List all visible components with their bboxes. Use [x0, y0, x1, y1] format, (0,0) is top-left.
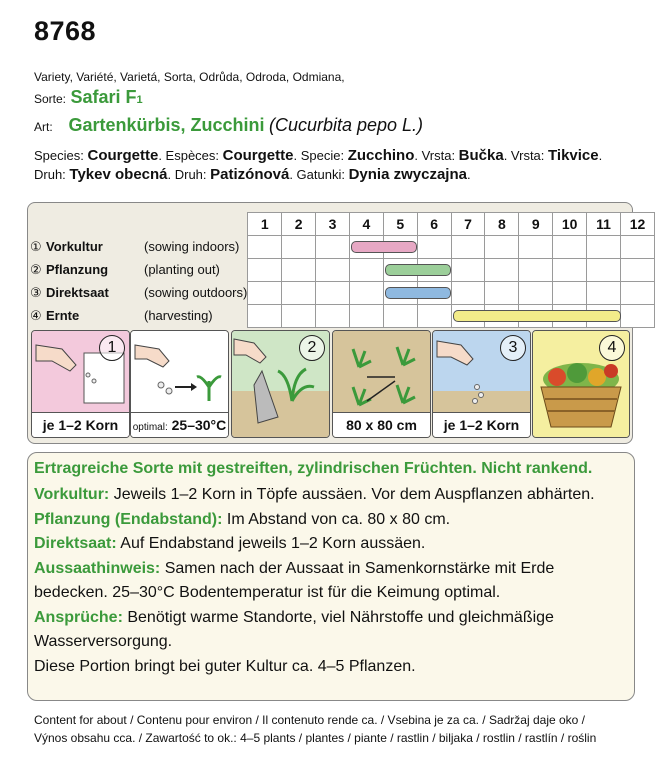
- description-key: Direktsaat:: [34, 535, 117, 552]
- species-translation-value: Courgette: [87, 147, 159, 164]
- description-text: Jeweils 1–2 Korn in Töpfe aussäen. Vor dem Auspflanzen abhärten.: [109, 486, 595, 503]
- month-header: 10: [553, 213, 587, 236]
- headline-text: Ertragreiche Sorte mit gestreiften, zylindrischen Früchten. Nicht rankend.: [34, 460, 593, 477]
- species-translation-label: . Druh:: [167, 167, 211, 182]
- row-label-en: (planting out): [144, 262, 220, 277]
- species-translation-label: Druh:: [34, 167, 70, 182]
- row-label-de: Direktsaat: [46, 285, 109, 300]
- month-header: 11: [587, 213, 621, 236]
- description-text: Benötigt warme Standorte, viel Nährstoffe und gleichmäßige: [122, 608, 554, 626]
- species-translation-label: . Vrsta:: [414, 148, 459, 163]
- description-text: Wasserversorgung.: [34, 633, 173, 650]
- product-code: 8768: [34, 16, 97, 46]
- species-translation-value: Dynia zwyczajna: [348, 166, 467, 183]
- row-label-en: (harvesting): [144, 308, 213, 323]
- calendar-row-label: [30, 282, 248, 305]
- species-translations-2: [34, 166, 471, 183]
- row-number: ④: [30, 308, 42, 323]
- species-translations-1: [34, 147, 602, 164]
- calendar-cell: [316, 236, 350, 259]
- row-label-de: Ernte: [46, 308, 80, 323]
- sorte-line: [34, 87, 143, 108]
- description-line: [34, 658, 416, 676]
- description-key: Aussaathinweis:: [34, 559, 161, 577]
- description-line: [34, 633, 172, 651]
- calendar-corner: [30, 213, 248, 236]
- description-text: Samen nach der Aussaat in Samenkornstärke mit Erde: [160, 559, 555, 577]
- tile-caption-temperature: [131, 412, 228, 437]
- tile-caption-seeds-per-pot: je 1–2 Korn: [32, 412, 129, 437]
- calendar-cell: [248, 259, 282, 282]
- row-label-en: (sowing indoors): [144, 239, 240, 254]
- month-header: 7: [451, 213, 485, 236]
- species-translation-value: Tikvice: [548, 147, 599, 164]
- step-badge-4: 4: [599, 335, 625, 361]
- calendar-cell: [553, 236, 587, 259]
- species-translation-value: Patizónová: [210, 166, 290, 183]
- calendar-cell: [621, 259, 655, 282]
- calendar-cell: [519, 259, 553, 282]
- temperature-value: 25–30°C: [171, 417, 227, 433]
- month-header: 5: [383, 213, 417, 236]
- species-translation-label: . Vrsta:: [503, 148, 549, 163]
- calendar-row-label: [30, 305, 248, 328]
- step-badge-1: 1: [99, 335, 125, 361]
- calendar-cell: [553, 282, 587, 305]
- month-header: 2: [282, 213, 316, 236]
- calendar-cell: [282, 236, 316, 259]
- variety-name: Safari F: [70, 87, 137, 107]
- optimal-label: optimal:: [132, 422, 168, 433]
- description-text: Im Abstand von ca. 80 x 80 cm.: [222, 510, 451, 528]
- calendar-cell: [316, 259, 350, 282]
- month-header: 12: [621, 213, 655, 236]
- month-header: 6: [417, 213, 451, 236]
- description-headline: [34, 460, 592, 478]
- tile-direct-sowing: [432, 330, 531, 438]
- calendar-bar-vorkultur: [351, 241, 417, 253]
- tile-sowing-indoors: [31, 330, 130, 438]
- row-number: ②: [30, 262, 42, 277]
- species-translation-label: . Specie:: [293, 148, 348, 163]
- month-header: 4: [349, 213, 383, 236]
- description-line: [34, 535, 425, 553]
- step-badge-3: 3: [500, 335, 526, 361]
- month-header: 1: [248, 213, 282, 236]
- step-badge-2: 2: [299, 335, 325, 361]
- description-line: [34, 511, 450, 529]
- calendar-cell: [485, 259, 519, 282]
- description-key: Pflanzung (Endabstand):: [34, 510, 223, 528]
- tile-harvest: [532, 330, 630, 438]
- description-text: Auf Endabstand jeweils 1–2 Korn aussäen.: [116, 535, 426, 552]
- calendar-cell: [587, 259, 621, 282]
- row-label-de: Pflanzung: [46, 262, 109, 277]
- calendar-cell: [621, 282, 655, 305]
- month-header: 9: [519, 213, 553, 236]
- sorte-label: Sorte:: [34, 92, 67, 106]
- variety-subscript: 1: [136, 94, 143, 106]
- calendar-cell: [519, 236, 553, 259]
- latin-name: (Cucurbita pepo L.): [268, 115, 424, 135]
- calendar-cell: [587, 236, 621, 259]
- species-translation-label: . Espèces:: [158, 148, 223, 163]
- species-translation-label: .: [598, 148, 603, 163]
- calendar-cell: [316, 305, 350, 328]
- species-translation-label: Species:: [34, 148, 88, 163]
- description-line: [34, 584, 500, 602]
- calendar-cell: [282, 259, 316, 282]
- variety-languages: Variety, Variété, Varietá, Sorta, Odrůda, Odroda, Odmiana,: [34, 70, 345, 84]
- calendar-cell: [417, 305, 451, 328]
- calendar-cell: [349, 305, 383, 328]
- tile-caption-spacing: 80 x 80 cm: [333, 412, 430, 437]
- calendar-cell: [587, 282, 621, 305]
- calendar-cell: [248, 236, 282, 259]
- calendar-cell: [519, 282, 553, 305]
- description-text: Diese Portion bringt bei guter Kultur ca. 4–5 Pflanzen.: [34, 657, 416, 675]
- calendar-cell: [248, 282, 282, 305]
- description-text: bedecken. 25–30°C Bodentemperatur ist für die Keimung optimal.: [34, 584, 501, 601]
- calendar-cell: [282, 282, 316, 305]
- species-translation-value: Zucchino: [347, 147, 415, 164]
- calendar-cell: [282, 305, 316, 328]
- seed-sprout-icon: [131, 331, 228, 413]
- calendar-cell: [621, 236, 655, 259]
- art-label: Art:: [34, 120, 53, 134]
- calendar-cell: [451, 259, 485, 282]
- calendar-cell: [553, 259, 587, 282]
- row-label-de: Vorkultur: [46, 239, 103, 254]
- art-line: [34, 115, 423, 136]
- tile-spacing: [332, 330, 431, 438]
- month-header: 3: [316, 213, 350, 236]
- calendar-cell: [485, 282, 519, 305]
- description-line: [34, 609, 554, 627]
- description-key: Vorkultur:: [34, 486, 110, 503]
- species-translation-value: Bučka: [458, 147, 504, 164]
- calendar-cell: [451, 236, 485, 259]
- species-name: Gartenkürbis, Zucchini: [68, 115, 265, 135]
- calendar-bar-ernte: [453, 310, 621, 322]
- description-line: [34, 560, 554, 578]
- row-number: ①: [30, 239, 42, 254]
- description-key: Ansprüche:: [34, 608, 123, 626]
- tile-germination-temp: [130, 330, 229, 438]
- species-translation-value: Courgette: [222, 147, 294, 164]
- calendar-cell: [316, 282, 350, 305]
- calendar-cell: [485, 236, 519, 259]
- calendar-cell: [383, 305, 417, 328]
- row-label-en: (sowing outdoors): [144, 285, 248, 300]
- tile-caption-seeds-per-spot: je 1–2 Korn: [433, 412, 530, 437]
- plant-spacing-icon: [333, 331, 430, 413]
- footer-line-1: Content for about / Contenu pour environ / Il contenuto rende ca. / Vsebina je za ca. / Sadržaj daje oko /: [34, 713, 586, 727]
- footer-line-2: Výnos obsahu cca. / Zawartość to ok.: 4–5 plants / plantes / piante / rastlin / biljaka / rostlin / rastlín / roślin: [34, 731, 597, 745]
- row-number: ③: [30, 285, 42, 300]
- calendar-cell: [417, 236, 451, 259]
- calendar-cell: [349, 259, 383, 282]
- calendar-bar-direktsaat: [385, 287, 451, 299]
- calendar-cell: [451, 282, 485, 305]
- description-line: [34, 486, 595, 504]
- calendar-cell: [248, 305, 282, 328]
- species-translation-label: .: [466, 167, 471, 182]
- calendar-row-label: [30, 259, 248, 282]
- calendar-row-label: [30, 236, 248, 259]
- calendar-bar-pflanzung: [385, 264, 451, 276]
- species-translation-value: Tykev obecná: [69, 166, 168, 183]
- month-header: 8: [485, 213, 519, 236]
- calendar-cell: [621, 305, 655, 328]
- tile-planting-out: [231, 330, 330, 438]
- species-translation-label: . Gatunki:: [289, 167, 349, 182]
- calendar-cell: [349, 282, 383, 305]
